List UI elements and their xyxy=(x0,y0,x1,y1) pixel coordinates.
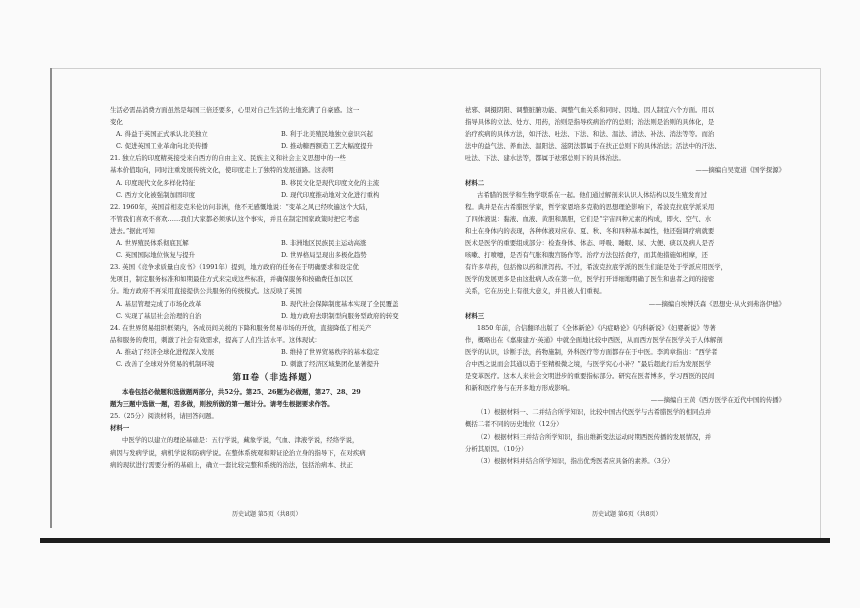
material3-line: 作，概略出在《嘉康建方·英通》中就全面地比较中西医，从而西方医学在医学关于人体解剖 xyxy=(465,335,723,344)
right-binding-edge xyxy=(820,68,821,538)
q20-options-row xyxy=(110,140,440,152)
material3-line: 是变革医疗。这本人来社会文明进步的重要指标部分。研究在医者博多，学习西医的民间 xyxy=(465,372,715,381)
question-line: 分析其原因。（10分） xyxy=(465,444,528,453)
q20-option-c: C. 促进英国工业革命向北美传播 xyxy=(116,142,208,151)
question-line: （3）根据材料并结合所学知识，指出优秀医者应具备的素养。（3分） xyxy=(477,456,674,465)
q22-stem: 不管我们喜欢不喜欢……我们大家都必须承认这个事实，并且在制定国家政策时把它考虑 xyxy=(110,214,360,223)
q23-stem: 先项目，制定服务标准和如期最佳方式来完成这些标准，并确保服务和按确费任加以区 xyxy=(110,275,353,284)
q21-option-d: D. 现代印度推动地对文化进行重构 xyxy=(281,190,380,199)
text-line: 变化 xyxy=(110,118,123,127)
q21-option-a: A. 印度现代文化多样化特征 xyxy=(116,178,195,187)
top-divider xyxy=(50,68,820,69)
material1-line: 病的现状进行需要分析的基础上，确立一套比较完整和系统的治法，包括治病本、扶正 xyxy=(110,460,353,469)
left-page xyxy=(110,104,440,471)
material1-line: 中医学的以建立的理论基础是：五行学说，藏象学说，气血、津液学说，经络学说， xyxy=(122,436,359,445)
q20-option-b: B. 利于北美殖民地独立意识兴起 xyxy=(281,130,373,139)
material1-continued: 指导具体的立法、处方、用药，治则是指导疾病治疗的总则；治法则是治则的具体化，是 xyxy=(465,118,715,127)
question-line: 概括二者不同的历史地位（12分） xyxy=(465,420,563,429)
q22-stem: 进去。”据此可知 xyxy=(110,226,155,235)
material2-line: 程。典并是在古希腊医学家，哲学家恩培多克勒的思想理论影响下，希波克拉底学派采用 xyxy=(465,202,715,211)
material3-source: ——摘编自王黄《西方医学在近代中国的传播》 xyxy=(650,396,785,405)
q23-options-row xyxy=(110,310,440,322)
left-binding-edge xyxy=(50,68,52,528)
right-page-footer: 历史试题 第6页（共8页） xyxy=(592,511,662,518)
material2-line: 咳嗽、打喷嚏，是否有气胀和腹宫肠作等。治疗方法包括食疗，而其他措施如相摩，还 xyxy=(465,251,708,260)
q22-options-row xyxy=(110,237,440,249)
material2-line: 有许多草药，包括像以药和泄泻药。不过，希波克拉底学派的医生们能是处于学派应用医学， xyxy=(465,263,728,272)
q23-option-b: B. 现代社会保障制度基本实现了全民覆盖 xyxy=(281,299,399,308)
section-note: 本卷包括必做题和选做题两部分，共52分。第25、26题为必做题，第27、28、29 xyxy=(122,388,361,397)
q22-option-c: C. 英国国际地位恢复与提升 xyxy=(116,251,196,260)
q24-options-row xyxy=(110,346,440,358)
q22-option-b: B. 非洲地区民族民主运动高涨 xyxy=(281,239,367,248)
q24-stem: 24. 在世界贸易组织框架内，各成员间关税的下降和服务贸易市场的开放，直接降低了相关产 xyxy=(110,323,372,332)
material2-line: 古希腊的医学和生物学联系在一起。他们通过解剖来认识人体结构以及生殖发育过 xyxy=(477,190,708,199)
question-line: （1）根据材料一、二并结合所学知识，比较中国古代医学与古希腊医学的相同点并 xyxy=(477,408,712,417)
q22-option-d: D. 世界格局呈现出多极化趋势 xyxy=(281,251,367,260)
q24-options-row xyxy=(110,358,440,370)
q23-option-a: A. 基层管理完成了市场化改革 xyxy=(116,299,202,308)
material2-line: 关系，它在历史上有很大意义，并且被人们重视。 xyxy=(465,287,606,296)
q24-option-a: A. 推动了经济全球化进程深入发展 xyxy=(116,347,215,356)
q21-options-row xyxy=(110,177,440,189)
material3-line: 医学的认识，诊断手法，药物施制，外科医疗等方面都存在于中医。李鸿章指出：“西学者 xyxy=(465,347,718,356)
q24-stem: 品和服务的费用，刺激了社会有效需求，提高了人们生活水平。这体现试： xyxy=(110,335,321,344)
material2-line: 医学的发展更多是由这批病人改在第一位，医学打开详细地明确了医生和患者之间的接密 xyxy=(465,275,715,284)
section-title: 第Ⅱ卷（非选择题） xyxy=(232,373,318,384)
bottom-divider xyxy=(40,538,830,543)
q24-option-d: D. 刺激了经济区域集团化显著提升 xyxy=(281,359,380,368)
material2-title: 材料二 xyxy=(465,178,485,187)
right-page xyxy=(465,104,795,467)
material1-continued: 吐法、下法、建水法等，都属于祛邪总则下的具体治法。 xyxy=(465,154,625,163)
q23-stem: 分。地方政府不再采用直接提供公共服务的传统模式。这反映了英国 xyxy=(110,287,302,296)
q20-options-row xyxy=(110,128,440,140)
section-note: 题为三题中选做一题，若多做，则按所做的第一题计分。请考生根据要求作答。 xyxy=(110,400,334,409)
q25-heading: 25.（25分）阅读材料，请回答问题。 xyxy=(110,412,218,421)
material1-continued: 祛邪、调摄阴阳、调整脏腑功能、调整气血关系和同时、因地、因人制宜六个方面。用以 xyxy=(465,106,715,114)
q21-options-row xyxy=(110,189,440,201)
q23-options-row xyxy=(110,298,440,310)
material3-line: 合中西之说而会其通以造于至精极微之境，与医学究心小补？”最后超此行后为发展医学 xyxy=(465,359,712,368)
material1-source: ——摘编自吴宽道《国学探源》 xyxy=(695,166,785,175)
q21-stem: 21. 独立后的印度精英接受来自西方的自由主义、民族主义和社会主义思想中的一些 xyxy=(110,154,346,163)
q22-stem: 22. 1960年，英国首相麦克米伦访问非洲，他不无感慨地说：“变革之风已经吹遍这个大陆， xyxy=(110,202,372,211)
q20-option-a: A. 得益于英国正式承认北美独立 xyxy=(116,130,208,139)
q21-stem: 基本价值取向，同时注重发展传统文化，使印度走上了独特的发展道路。这表明 xyxy=(110,166,334,175)
question-line: （2）根据材料三并结合所学知识，指出维新变法运动时期西医传播的发展情况，并 xyxy=(477,432,712,441)
material2-line: 医术是医学的重要组成部分：检查身体、体态、呼吸、睡眠、尿、大便、痰以及病人是否 xyxy=(465,239,715,248)
left-page-footer: 历史试题 第5页（共8页） xyxy=(232,511,302,518)
text-line: 生活必需品消费方面虽然是每国三倍还要多，心里对自己生活的土地充满了自豪感。这一 xyxy=(110,106,360,114)
material1-continued: 法中的益气法、养血法、温阳法、滋阴法都属于在扶正总则下的具体治法；活法中的汗法、 xyxy=(465,142,721,151)
material3-title: 材料三 xyxy=(465,311,485,320)
material2-line: 和土在身体内的表现，各种体液对应春、夏、秋、冬和四种基本属性，他还强调疗病就要 xyxy=(465,226,715,235)
material2-source: ——摘编自埃博沃森《思想史·从火到弗洛伊德》 xyxy=(648,299,785,308)
q22-options-row xyxy=(110,249,440,261)
q20-option-d: D. 推动糖西额造工艺大幅度提升 xyxy=(281,142,374,151)
material1-title: 材料一 xyxy=(110,424,130,433)
q22-option-a: A. 世界殖民体系彻底瓦解 xyxy=(116,239,189,248)
material2-line: 了四体液说：黏液、血液、黄胆和黑胆，它们是“宇宙四种元素的构成，即火、空气、水 xyxy=(465,214,712,223)
q21-option-c: C. 西方文化被强制加固印度 xyxy=(116,190,196,199)
q23-option-c: C. 实现了基层社会治理的自治 xyxy=(116,311,202,320)
q21-option-b: B. 移民文化是现代印度文化的主流 xyxy=(281,178,380,187)
q24-option-c: C. 改善了全球对外贸易的机制环境 xyxy=(116,359,215,368)
q23-stem: 23. 英国《竞争求质量白皮书》（1991年）提到，地方政府的任务在于明确要求和设定优 xyxy=(110,263,359,272)
material1-line: 病因与发病学说，病机学说和防病学说。在整体系统观和辩证论治立身的指导下，在对疾病 xyxy=(110,448,366,457)
material1-continued: 治疗疾病的具体方法，如汗法、吐法、下法、和法、温法、清法、补法、消法等等。而治 xyxy=(465,130,715,139)
material3-line: 和新和医疗务与在开多地方形成影响。 xyxy=(465,384,574,393)
material3-line: 1850 年前，合信翻译出版了《全体新论》《内症略论》《内科新说》《妇婴新说》等著 xyxy=(477,323,716,332)
q23-option-d: D. 地方政府去职制型向服务型政府的转变 xyxy=(281,311,399,320)
q24-option-b: B. 维持了世界贸易秩序的基本稳定 xyxy=(281,347,380,356)
